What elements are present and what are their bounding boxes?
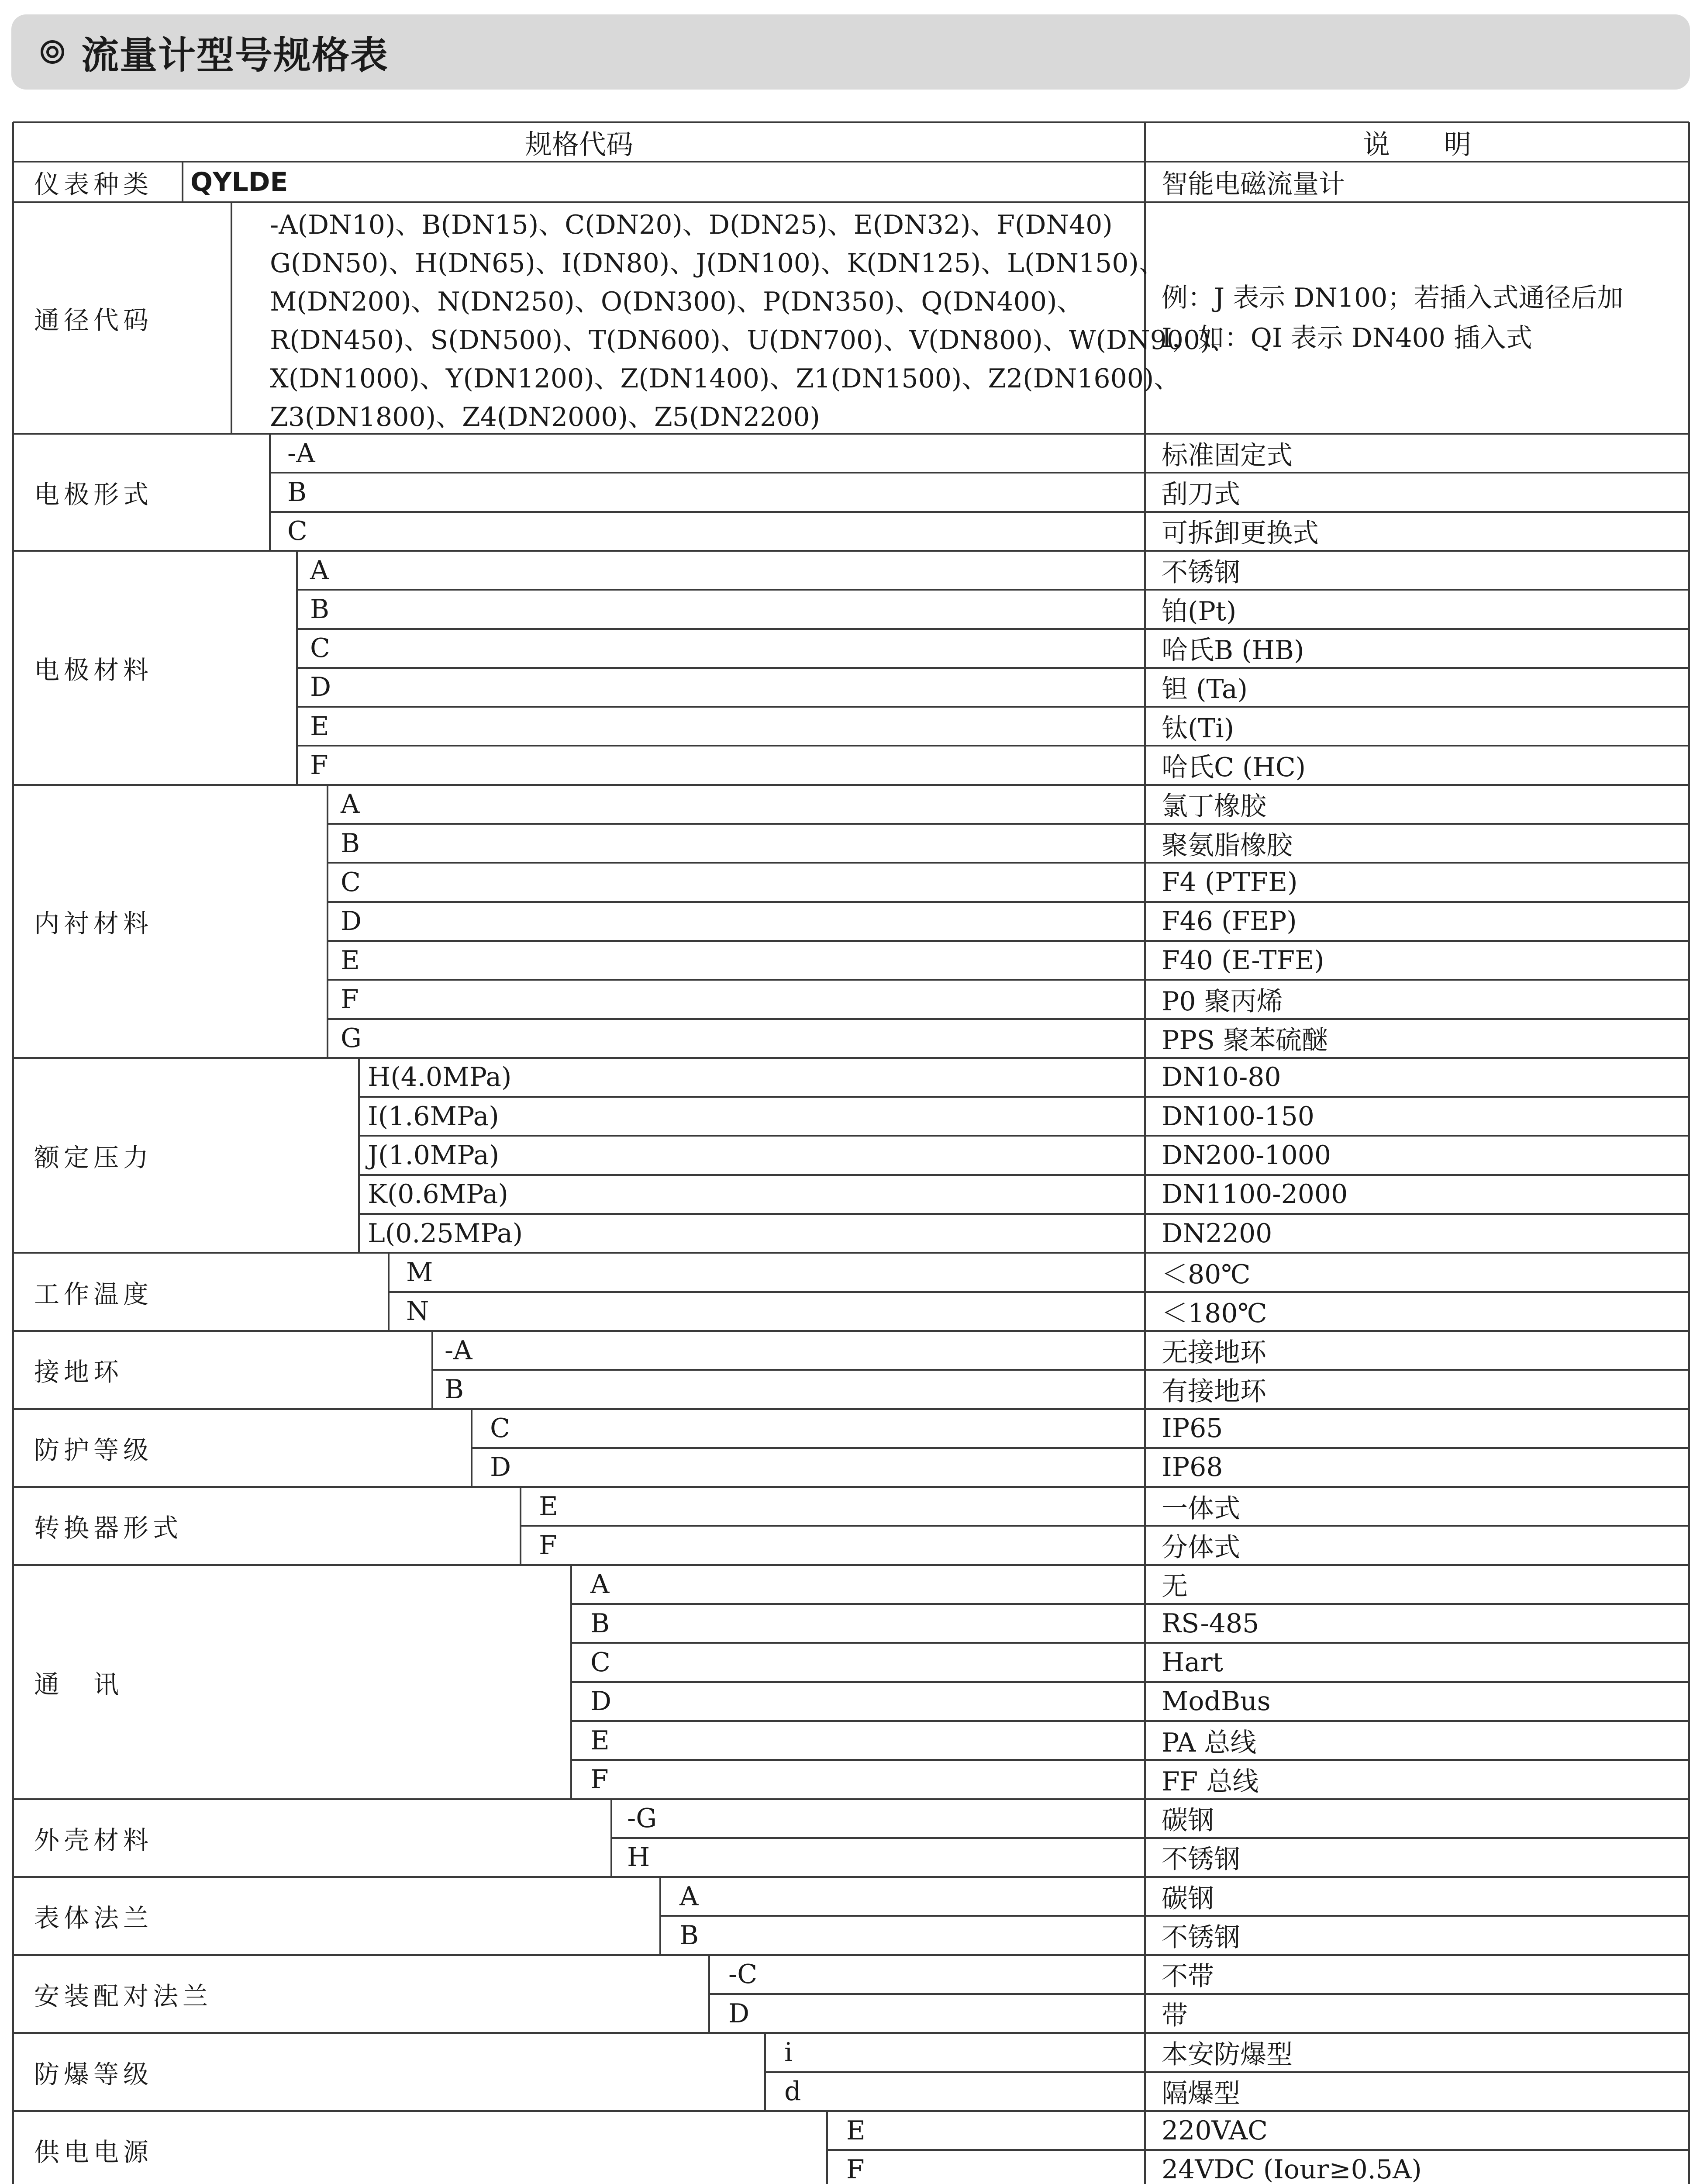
option-divider [270,472,1689,473]
instrument-description: 智能电磁流量计 [1162,169,1345,200]
group-label: 工作温度 [34,1279,153,1309]
option-code: B [590,1608,610,1639]
option-divider [571,1720,1689,1722]
option-divider [328,979,1689,981]
bore-description-line: I，如：QI 表示 DN400 插入式 [1162,323,1532,353]
option-code: J(1.0MPa) [368,1140,500,1171]
table-border-right [1688,122,1690,2184]
group-label: 表体法兰 [34,1903,153,1933]
option-description: FF 总线 [1162,1766,1259,1797]
option-description: 刮刀式 [1162,479,1240,510]
option-code: A [341,789,360,820]
option-description: 不锈钢 [1162,1844,1240,1875]
option-code: -C [728,1959,758,1990]
option-code: C [590,1647,610,1678]
option-divider [571,1681,1689,1683]
option-code: d [784,2076,801,2107]
group-divider [13,2032,1689,2034]
option-divider [571,1759,1689,1761]
group-label: 电极材料 [34,655,153,685]
option-description: 带 [1162,2000,1188,2031]
option-code: D [310,672,331,703]
option-description: DN100-150 [1162,1101,1314,1132]
bore-code-line: -A(DN10)、B(DN15)、C(DN20)、D(DN25)、E(DN32)、F(DN40) [270,210,1113,240]
option-divider [660,1915,1689,1917]
option-description: ＜180℃ [1162,1298,1267,1329]
option-description: DN10-80 [1162,1062,1281,1093]
option-description: 钛(Ti) [1162,713,1234,744]
bore-code-list [270,206,1237,436]
option-code: F [846,2154,865,2184]
option-code: H(4.0MPa) [368,1062,512,1093]
code-column-divider [269,434,271,551]
group-divider [13,1057,1689,1059]
option-description: 不锈钢 [1162,1922,1240,1953]
option-description: 哈氏B (HB) [1162,635,1304,666]
option-code: F [539,1530,557,1561]
group-divider [13,1564,1689,1566]
option-code: C [490,1413,510,1444]
option-code: C [341,867,361,898]
option-description: IP68 [1162,1452,1223,1483]
option-description: DN200-1000 [1162,1140,1331,1171]
bore-description-line: 例：J 表示 DN100；若插入式通径后加 [1162,283,1624,313]
bore-code-line: Z3(DN1800)、Z4(DN2000)、Z5(DN2200) [270,402,820,432]
option-code: H [627,1842,650,1873]
option-description: 无 [1162,1571,1188,1602]
option-description: F40 (E-TFE) [1162,945,1324,976]
group-divider [13,1408,1689,1410]
option-code: B [341,828,360,859]
option-code: B [679,1920,699,1951]
option-code: E [539,1491,558,1522]
bore-code-line: X(DN1000)、Y(DN1200)、Z(DN1400)、Z1(DN1500)、Z2(DN1600)、 [270,363,1180,394]
option-description: PA 总线 [1162,1727,1257,1758]
option-divider [297,628,1689,630]
option-code: I(1.6MPa) [368,1101,499,1132]
group-label: 通 讯 [34,1669,124,1699]
option-description: 碳钢 [1162,1883,1214,1914]
option-description: 标准固定式 [1162,440,1293,471]
option-divider [432,1369,1689,1371]
row-divider [13,201,1689,203]
bore-code-line: R(DN450)、S(DN500)、T(DN600)、U(DN700)、V(DN800)、W(DN900)、 [270,325,1237,356]
option-divider [359,1135,1689,1137]
option-code: i [784,2037,793,2068]
group-label: 安装配对法兰 [34,1981,213,2011]
option-code: B [445,1374,464,1405]
option-divider [765,2071,1689,2073]
group-label: 电极形式 [34,479,153,509]
option-description: 本安防爆型 [1162,2039,1293,2070]
group-label: 转换器形式 [34,1513,183,1543]
option-divider [328,823,1689,825]
option-code: E [310,711,329,742]
option-description: 可拆卸更换式 [1162,518,1319,549]
option-description: 无接地环 [1162,1337,1266,1368]
option-description: PPS 聚苯硫醚 [1162,1025,1328,1056]
option-divider [297,589,1689,591]
option-description: Hart [1162,1647,1223,1678]
group-label: 外壳材料 [34,1825,153,1855]
option-code: E [846,2115,866,2146]
option-code: D [341,906,362,937]
group-label: 供电电源 [34,2137,153,2167]
option-description: 分体式 [1162,1532,1240,1563]
option-divider [359,1213,1689,1215]
option-description: F4 (PTFE) [1162,867,1298,898]
option-divider [359,1096,1689,1098]
option-description: 不带 [1162,1961,1214,1992]
instrument-code: QYLDE [190,166,288,197]
row-label: 通径代码 [34,305,153,335]
option-divider [359,1174,1689,1176]
option-divider [328,862,1689,864]
option-code: -A [287,438,315,469]
option-code: B [310,594,330,625]
option-description: 聚氨脂橡胶 [1162,830,1293,861]
group-label: 防护等级 [34,1435,153,1465]
option-code: D [490,1452,511,1483]
group-divider [13,1876,1689,1878]
option-description: 隔爆型 [1162,2078,1240,2109]
option-divider [571,1603,1689,1605]
bore-description [1162,278,1623,358]
option-code: A [590,1569,610,1600]
option-code: D [590,1686,612,1717]
option-divider [611,1837,1689,1839]
code-column-divider [231,202,232,434]
option-code: E [590,1725,610,1756]
option-code: N [406,1296,429,1327]
option-description: 哈氏C (HC) [1162,752,1306,783]
group-divider [13,1798,1689,1800]
option-code: -G [627,1803,657,1834]
option-divider [328,940,1689,942]
group-divider [13,1330,1689,1332]
row-label: 仪表种类 [34,169,153,199]
option-code: F [341,984,359,1015]
option-code: B [287,477,307,508]
option-divider [571,1642,1689,1644]
option-code: C [287,516,307,547]
option-code: A [679,1881,699,1912]
option-description: ＜80℃ [1162,1259,1251,1290]
option-description: DN1100-2000 [1162,1179,1348,1210]
option-divider [270,511,1689,513]
option-divider [827,2149,1689,2151]
group-label: 内衬材料 [34,909,153,939]
option-divider [521,1525,1689,1527]
option-description: IP65 [1162,1413,1223,1444]
option-description: DN2200 [1162,1218,1272,1249]
option-code: F [310,750,328,781]
option-divider [297,745,1689,746]
option-code: -A [445,1335,472,1366]
group-divider [13,784,1689,786]
group-divider [13,1954,1689,1956]
option-code: D [728,1998,750,2029]
option-divider [389,1291,1689,1293]
option-divider [328,1018,1689,1020]
option-code: K(0.6MPa) [368,1179,508,1210]
bore-code-line: M(DN200)、N(DN250)、O(DN300)、P(DN350)、Q(DN400)、 [270,287,1083,317]
option-description: RS-485 [1162,1608,1259,1639]
option-divider [297,706,1689,708]
page-title: 流量计型号规格表 [81,34,389,77]
header-description: 说 明 [1362,128,1471,160]
option-description: 220VAC [1162,2115,1268,2146]
code-column-divider [182,162,183,202]
option-description: P0 聚丙烯 [1162,986,1283,1017]
option-description: 铂(Pt) [1162,596,1237,627]
group-label: 接地环 [34,1357,124,1387]
option-description: 24VDC (Iour≥0.5A) [1162,2154,1422,2184]
option-divider [709,1993,1689,1995]
option-description: 有接地环 [1162,1376,1266,1407]
header-code: 规格代码 [524,128,633,160]
option-description: ModBus [1162,1686,1271,1717]
option-code: C [310,633,330,664]
group-divider [13,1486,1689,1488]
option-code: L(0.25MPa) [368,1218,523,1249]
option-description: 氯丁橡胶 [1162,791,1266,822]
bore-code-line: G(DN50)、H(DN65)、I(DN80)、J(DN100)、K(DN125)、L(DN150)、 [270,248,1165,279]
option-code: A [310,555,329,586]
option-divider [297,667,1689,669]
option-code: E [341,945,360,976]
option-description: 一体式 [1162,1493,1240,1524]
code-column-divider [358,1058,360,1253]
code-column-divider [327,785,328,1058]
option-description: 不锈钢 [1162,557,1240,588]
option-description: 碳钢 [1162,1805,1214,1836]
table-border-left [12,122,14,2184]
row-divider [13,433,1689,435]
group-label: 防爆等级 [34,2059,153,2089]
code-column-divider [826,2111,828,2184]
group-divider [13,1252,1689,1254]
option-divider [328,901,1689,903]
option-description: 钽 (Ta) [1162,674,1248,705]
option-code: M [406,1257,433,1288]
option-code: G [341,1023,362,1054]
group-divider [13,550,1689,552]
group-label: 额定压力 [34,1143,153,1173]
option-divider [472,1447,1689,1449]
option-code: F [590,1764,609,1795]
option-description: F46 (FEP) [1162,906,1297,937]
